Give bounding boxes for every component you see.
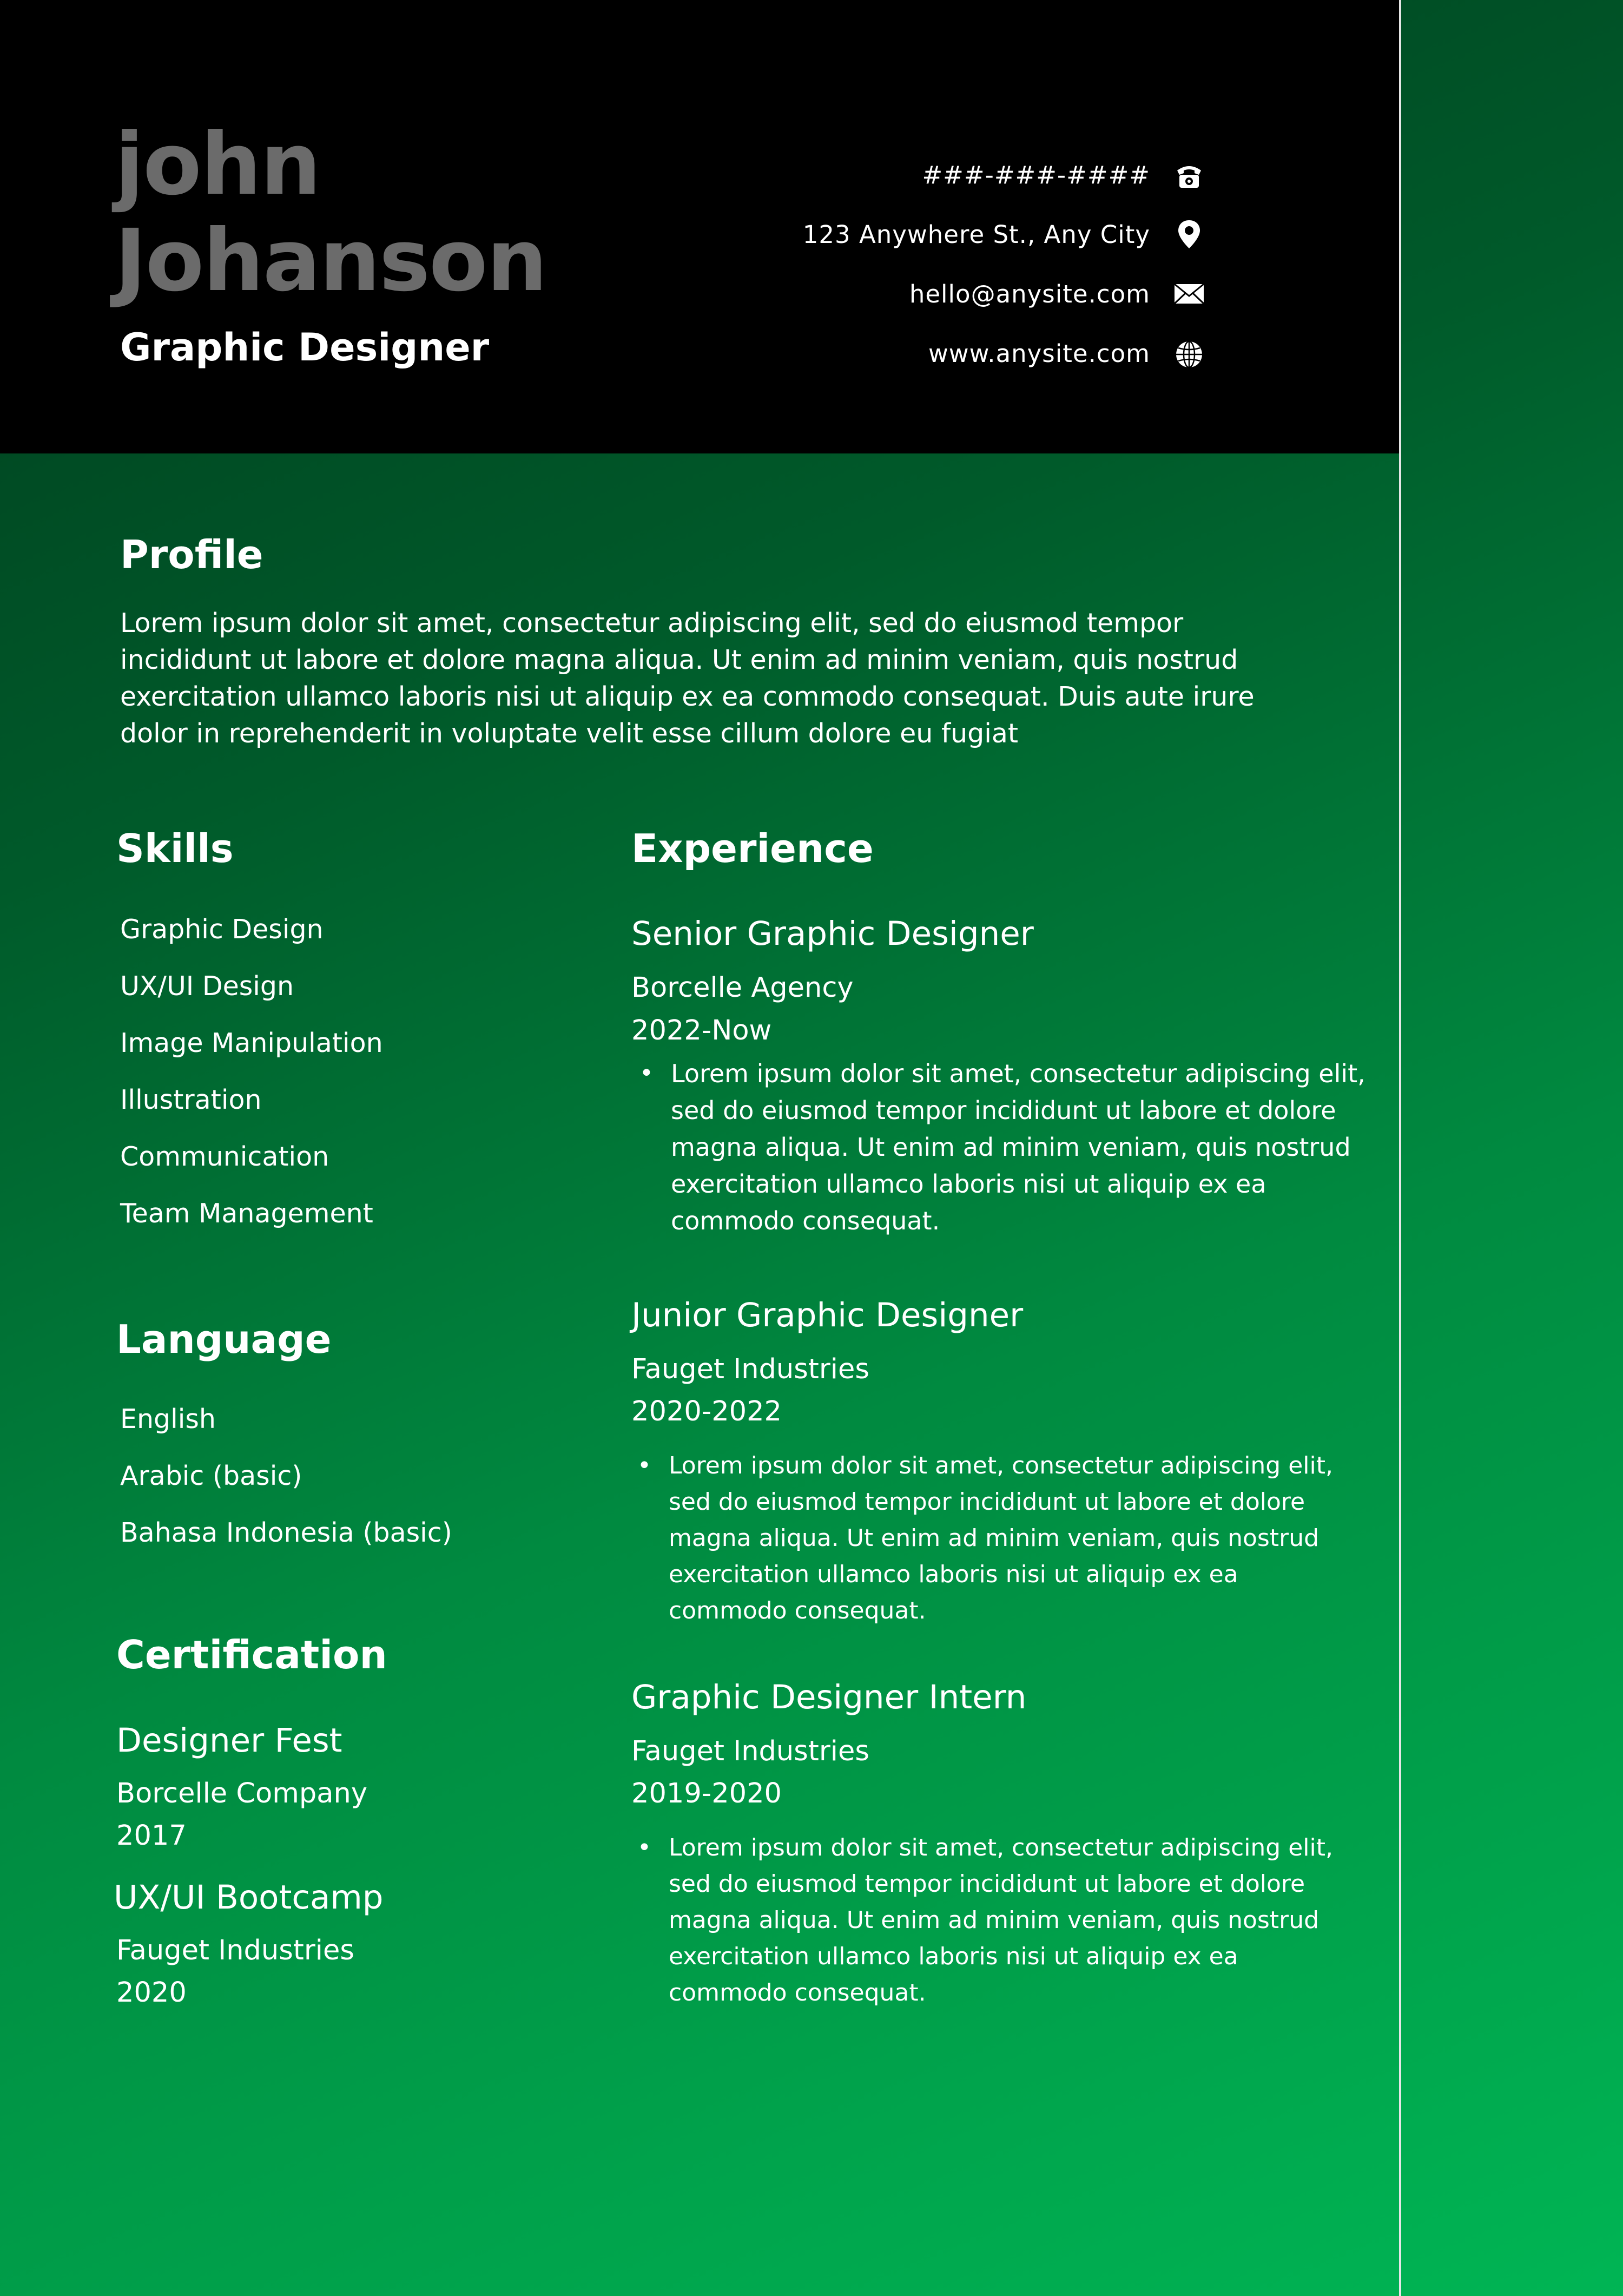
contact-email-text: hello@anysite.com — [909, 279, 1150, 308]
job-role: Graphic Designer — [120, 325, 490, 370]
language-item: Bahasa Indonesia (basic) — [120, 1517, 452, 1548]
last-name: Johanson — [115, 211, 546, 311]
location-pin-icon — [1173, 218, 1205, 251]
contact-phone-text: ###-###-#### — [922, 160, 1150, 189]
job-company: Borcelle Agency — [631, 972, 854, 1004]
profile-heading: Profile — [120, 532, 263, 577]
skill-item: Team Management — [120, 1198, 373, 1229]
contact-phone — [922, 153, 1205, 196]
cert-year: 2017 — [116, 1820, 187, 1852]
globe-icon — [1173, 337, 1205, 370]
job-title: Graphic Designer Intern — [631, 1678, 1027, 1716]
bullet-dot: • — [637, 1834, 651, 1861]
job-period: 2022-Now — [631, 1015, 772, 1047]
cert-title: UX/UI Bootcamp — [114, 1878, 384, 1917]
full-name — [115, 116, 546, 309]
language-item: English — [120, 1404, 216, 1435]
skills-list — [120, 901, 383, 1242]
skill-item: Graphic Design — [120, 914, 324, 945]
experience-heading: Experience — [631, 826, 874, 871]
skill-item: UX/UI Design — [120, 971, 294, 1002]
job-period: 2019-2020 — [631, 1778, 782, 1810]
job-company: Fauget Industries — [631, 1353, 869, 1385]
job-company: Fauget Industries — [631, 1735, 869, 1767]
contact-website — [928, 332, 1205, 375]
right-divider-line — [1399, 0, 1401, 2296]
bullet-dot: • — [637, 1452, 651, 1479]
job-description — [630, 1830, 1340, 2011]
job-description-text: Lorem ipsum dolor sit amet, consectetur adipiscing elit, sed do eiusmod tempor incididunt ut labore et dolore magna aliqua. Ut enim ad minim veniam, quis nostrud exercitation ullamco laboris nisi ut aliquip ex ea commodo consequat. — [669, 1452, 1333, 1624]
job-description — [632, 1055, 1369, 1239]
bullet-dot: • — [639, 1060, 654, 1087]
certification-heading: Certification — [116, 1632, 387, 1677]
profile-text: Lorem ipsum dolor sit amet, consectetur adipiscing elit, sed do eiusmod tempor incididunt ut labore et dolore magna aliqua. Ut enim ad minim veniam, quis nostrud exercitation ullamco laboris nisi ut aliquip ex ea commodo consequat. Duis aute irure dolor in reprehenderit in voluptate velit esse cillum dolore eu fugiat — [120, 608, 1255, 749]
contact-address-text: 123 Anywhere St., Any City — [802, 220, 1150, 249]
skills-heading: Skills — [116, 826, 234, 871]
skill-item: Illustration — [120, 1084, 262, 1115]
language-item: Arabic (basic) — [120, 1461, 302, 1491]
job-description-text: Lorem ipsum dolor sit amet, consectetur adipiscing elit, sed do eiusmod tempor incididunt ut labore et dolore magna aliqua. Ut enim ad minim veniam, quis nostrud exercitation ullamco laboris nisi ut aliquip ex ea commodo consequat. — [669, 1834, 1333, 2006]
mail-icon — [1173, 278, 1205, 310]
job-title: Senior Graphic Designer — [631, 915, 1034, 953]
job-title: Junior Graphic Designer — [631, 1296, 1024, 1334]
job-description — [630, 1448, 1340, 1629]
language-heading: Language — [116, 1317, 332, 1362]
skill-item: Image Manipulation — [120, 1028, 383, 1058]
cert-org: Fauget Industries — [116, 1935, 354, 1966]
cert-title: Designer Fest — [116, 1721, 342, 1760]
contact-email — [909, 272, 1205, 315]
first-name: john — [115, 115, 320, 214]
cert-org: Borcelle Company — [116, 1778, 368, 1810]
phone-icon — [1173, 159, 1205, 191]
cert-year: 2020 — [116, 1977, 187, 2009]
contact-address — [803, 213, 1205, 256]
job-period: 2020-2022 — [631, 1396, 782, 1427]
contact-website-text: www.anysite.com — [928, 339, 1150, 368]
job-description-text: Lorem ipsum dolor sit amet, consectetur adipiscing elit, sed do eiusmod tempor incididunt ut labore et dolore magna aliqua. Ut enim ad minim veniam, quis nostrud exercitation ullamco laboris nisi ut aliquip ex ea commodo consequat. — [671, 1059, 1365, 1235]
skill-item: Communication — [120, 1141, 329, 1172]
language-list — [120, 1391, 452, 1561]
